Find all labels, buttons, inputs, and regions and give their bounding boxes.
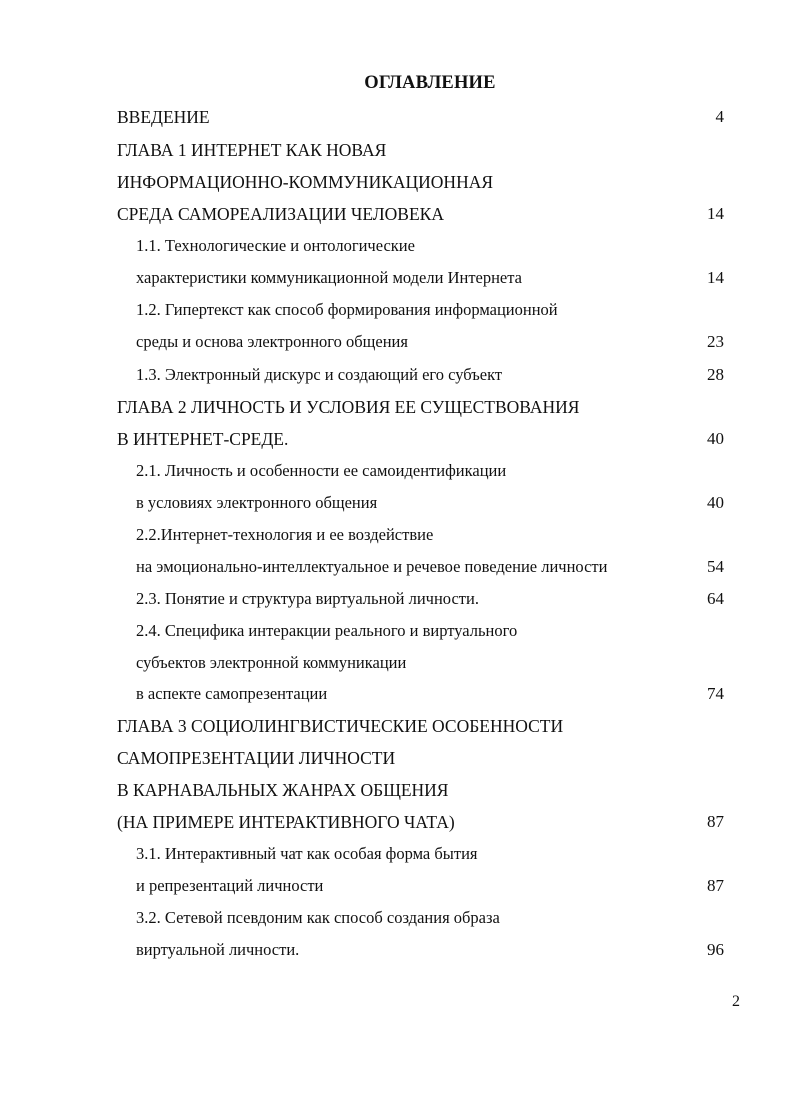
toc-entry-page: 40: [707, 429, 724, 448]
toc-entry-text: среды и основа электронного общения: [136, 332, 408, 351]
toc-entry-text: 1.1. Технологические и онтологические: [136, 236, 415, 255]
toc-entry-page: 40: [707, 493, 724, 512]
toc-entry-page: 14: [707, 204, 724, 223]
toc-entry: [0, 329, 793, 355]
toc-entry-text: 3.2. Сетевой псевдоним как способ создания образа: [136, 908, 500, 927]
toc-entry: [0, 841, 793, 867]
toc-entry-text: ВВЕДЕНИЕ: [117, 107, 210, 127]
toc-entry: [0, 490, 793, 516]
toc-entry: [0, 650, 793, 676]
toc-entry-page: 14: [707, 268, 724, 287]
toc-entry-text: ГЛАВА 2 ЛИЧНОСТЬ И УСЛОВИЯ ЕЕ СУЩЕСТВОВАНИЯ: [117, 397, 580, 417]
toc-entry-page: 23: [707, 332, 724, 351]
toc-entry: [0, 777, 793, 803]
toc-entry-page: 64: [707, 589, 724, 608]
toc-entry-text: 3.1. Интерактивный чат как особая форма бытия: [136, 844, 478, 863]
toc-entry-text: 2.2.Интернет-технология и ее воздействие: [136, 525, 434, 544]
toc-entry-text: ИНФОРМАЦИОННО-КОММУНИКАЦИОННАЯ: [117, 172, 494, 192]
toc-entry: [0, 169, 793, 195]
toc-entry-text: субъектов электронной коммуникации: [136, 653, 407, 672]
toc-entry-page: 28: [707, 365, 724, 384]
toc-entry: [0, 362, 793, 388]
toc-title: ОГЛАВЛЕНИЕ: [364, 73, 496, 93]
toc-entry-text: В КАРНАВАЛЬНЫХ ЖАНРАХ ОБЩЕНИЯ: [117, 780, 449, 800]
toc-entry-page: 96: [707, 940, 724, 959]
toc-entry-text: 1.2. Гипертекст как способ формирования информационной: [136, 300, 558, 319]
toc-entry-text: 1.3. Электронный дискурс и создающий его субъект: [136, 365, 503, 384]
toc-entry-text: СРЕДА САМОРЕАЛИЗАЦИИ ЧЕЛОВЕКА: [117, 204, 444, 224]
toc-entry: [0, 265, 793, 291]
toc-entry-text: (НА ПРИМЕРЕ ИНТЕРАКТИВНОГО ЧАТА): [117, 812, 455, 832]
toc-entry-text: САМОПРЕЗЕНТАЦИИ ЛИЧНОСТИ: [117, 748, 396, 768]
toc-entry: [0, 137, 793, 163]
toc-entry-text: 2.3. Понятие и структура виртуальной личности.: [136, 589, 479, 608]
toc-entry: [0, 873, 793, 899]
toc-entry: [0, 297, 793, 323]
toc-entry: [0, 937, 793, 963]
toc-entry-text: характеристики коммуникационной модели Интернета: [136, 268, 522, 287]
toc-entry-text: виртуальной личности.: [136, 940, 300, 959]
toc-entry-text: в условиях электронного общения: [136, 493, 378, 512]
toc-entry: [0, 681, 793, 707]
toc-entry-text: 2.1. Личность и особенности ее самоидентификации: [136, 461, 507, 480]
toc-entry-page: 4: [715, 107, 724, 126]
toc-entry: [0, 809, 793, 835]
toc-entry: [0, 586, 793, 612]
toc-entry-page: 74: [707, 684, 724, 703]
toc-entry-text: В ИНТЕРНЕТ-СРЕДЕ.: [117, 429, 289, 449]
toc-entry: [0, 522, 793, 548]
toc-entry: [0, 201, 793, 227]
toc-entry-text: и репрезентаций личности: [136, 876, 324, 895]
toc-entry-page: 87: [707, 876, 724, 895]
toc-entry-page: 54: [707, 557, 724, 576]
toc-entry-text: ГЛАВА 1 ИНТЕРНЕТ КАК НОВАЯ: [117, 140, 387, 160]
toc-entry: [0, 394, 793, 420]
toc-entry: [0, 458, 793, 484]
toc-entry: [0, 905, 793, 931]
toc-entry: [0, 618, 793, 644]
toc-entry: [0, 745, 793, 771]
page-number: 2: [732, 993, 740, 1010]
toc-entry-text: ГЛАВА 3 СОЦИОЛИНГВИСТИЧЕСКИЕ ОСОБЕННОСТИ: [117, 716, 564, 736]
toc-entry-text: 2.4. Специфика интеракции реального и виртуального: [136, 621, 518, 640]
toc-entry: [0, 554, 793, 580]
toc-entry-text: в аспекте самопрезентации: [136, 684, 328, 703]
toc-entry: [0, 233, 793, 259]
toc-entry: [0, 104, 793, 130]
toc-entry: [0, 426, 793, 452]
toc-entry: [0, 713, 793, 739]
toc-entry-text: на эмоционально-интеллектуальное и речевое поведение личности: [136, 557, 608, 576]
toc-entry-page: 87: [707, 812, 724, 831]
